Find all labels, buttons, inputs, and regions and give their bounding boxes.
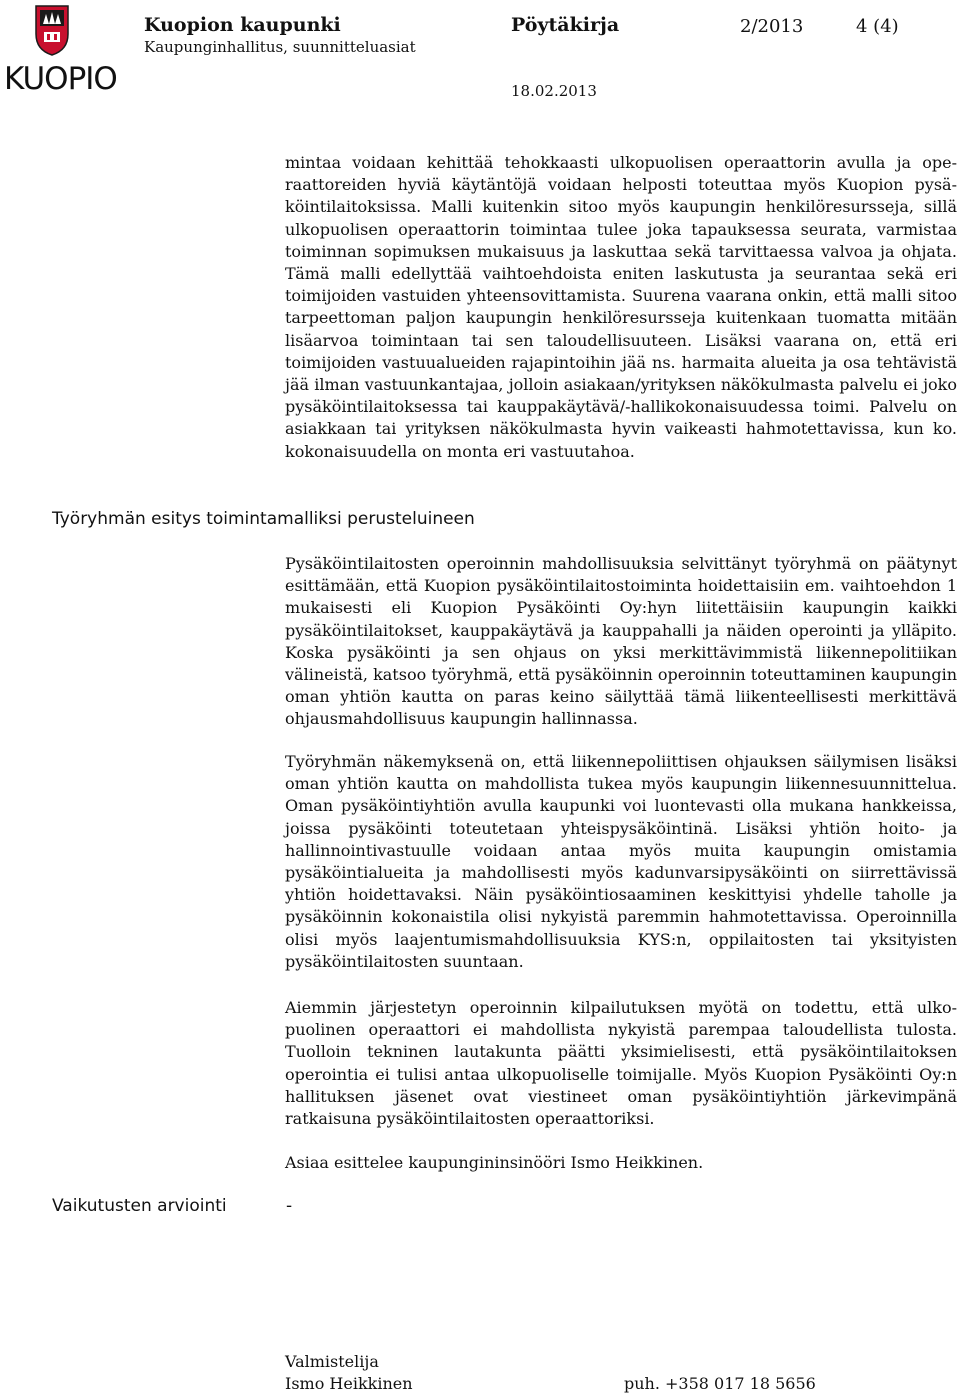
preparer-role: Valmistelija (285, 1352, 379, 1371)
page-number: 4 (4) (856, 16, 899, 37)
kuopio-logo (4, 4, 117, 97)
paragraph-working-group-view: Työryhmän näkemyksenä on, että liikennepoliittisen ohjauksen säilymisen lisäksi oman yhtiön kautta on mahdollista tukea myös kaupungin liikennesuunnittelua. Oman pysäköintiyhtiön avulla kaupunki voi luontevasti olla mukana hankkeissa, joissa pysäköinti toteutetaan yhteispysäköintinä. Lisäksi yhtiön hoito- ja hallinnointivastuulle voidaan antaa myös muita kaupungin omistamia pysäköintialueita ja mahdollisesti myös kadunvarsipysäköinti on siirrettävissä yhtiön hoidettavaksi. Näin pysäköintiosaaminen keskittyisi yhdelle taholle ja pysäköinnin kokonaistila olisi nykyistä paremmin hahmotettavissa. Operoinnilla olisi myös laajentumismahdollisuuksia KYS:n, oppilaitosten tai yksityisten pysäköintilaitosten suuntaan. (285, 752, 957, 971)
document-number: 2/2013 (740, 16, 804, 37)
paragraph-proposal: Pysäköintilaitosten operoinnin mahdollisuuksia selvittänyt työryhmä on päätynyt esittämään, että Kuopion pysäköintilaitostoiminta hoidettaisiin em. vaihtoehdon 1 mukaisesti eli Kuopion Pysäköinti Oy:hyn liitettäisiin kaupungin kaikki pysäköintilaitokset, kauppakäytävä ja kauppahalli ja näiden operointi ja ylläpito. Koska pysäköinti ja sen ohjaus on yksi merkittävimmistä liikennepolitiikan välineistä, katsoo työryhmä, että pysäköinnin operoinnin toteuttaminen kaupungin oman yhtiön kautta on paras keino säilyttää tämä liikenteellisesti merkittävä ohjausmahdollisuus kaupungin hallinnassa. (285, 554, 957, 729)
paragraph-presenter: Asiaa esittelee kaupungininsinööri Ismo Heikkinen. (285, 1153, 704, 1172)
section-heading-impact: Vaikutusten arviointi (52, 1196, 227, 1216)
logo-wordmark: KUOPIO (4, 61, 117, 97)
paragraph-operator-model: mintaa voidaan kehittää tehokkaasti ulkopuolisen operaattorin avulla ja operaattoreiden hyviä käytäntöjä voidaan helposti toteuttaa myös Kuopion pysäköintilaitoksissa. Malli kuitenkin sitoo myös kaupungin henkilöresursseja, sillä ulkopuolisen operaattorin toimintaa tulee joka tapauksessa seurata, varmistaa toiminnan sopimuksen mukaisuus ja laskuttaa sekä tarvittaessa valvoa ja ohjata. Tämä malli edellyttää vaihtoehdoista eniten laskutusta ja seurantaa sekä eri toimijoiden vastuiden yhteensovittamista. Suurena vaarana onkin, että malli sitoo tarpeettoman paljon kaupungin henkilöresursseja kuitenkaan tuomatta mitään lisäarvoa toimintaan tai sen taloudellisuuteen. Lisäksi vaarana on, että eri toimijoiden vastuualueiden rajapintoihin jää ns. harmaita alueita ja osa tehtävistä jää ilman vastuunkantajaa, jolloin asiakaan/yrityksen näkökulmasta palvelu ei joko pysäköintilaitoksessa tai kauppakäytävä/-hallikokonaisuudessa toimi. Palvelu on asiakkaan tai yrityksen näkökulmasta hyvin vaikeasti hahmotettavissa, kun ko. kokonaisuudella on monta eri vastuutahoa. (285, 153, 957, 461)
governing-body: Kaupunginhallitus, suunnitteluasiat (144, 38, 416, 56)
paragraph-earlier-tender: Aiemmin järjestetyn operoinnin kilpailutuksen myötä on todettu, että ulkopuolinen operaattori ei mahdollista nykyistä parempaa taloudellista tulosta. Tuolloin tekninen lautakunta päätti yksimielisesti, että pysäköintilaitoksen operointia ei tulisi antaa ulkopuoliselle toimijalle. Myös Kuopion Pysäköinti Oy:n hallituksen jäsenet ovat viestineet oman pysäköintiyhtiön järkevimpänä ratkaisuna pysäköintilaitosten operaattoriksi. (285, 998, 957, 1129)
preparer-phone: puh. +358 017 18 5656 (624, 1374, 816, 1393)
city-crest-icon (34, 4, 70, 56)
meeting-date: 18.02.2013 (511, 82, 597, 100)
impact-value: - (286, 1196, 293, 1216)
organization-name: Kuopion kaupunki (144, 14, 341, 36)
preparer-name: Ismo Heikkinen (285, 1374, 413, 1393)
section-heading-proposal: Työryhmän esitys toimintamalliksi perusteluineen (52, 509, 475, 529)
document-type: Pöytäkirja (511, 14, 620, 36)
